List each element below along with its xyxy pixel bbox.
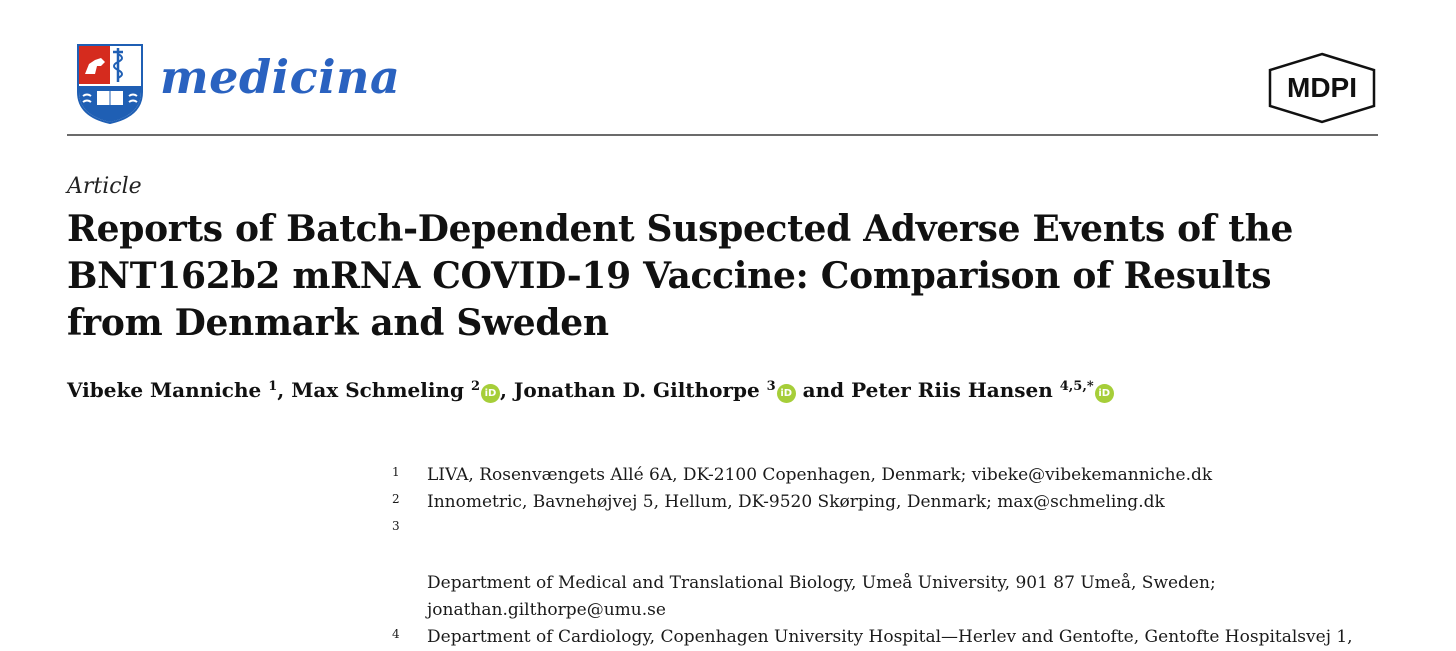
affiliation-text: Department of Medical and Translational Biology, Umeå University, 901 87 Umeå, Sweden; jonathan.gilthorpe@umu.se [427,573,1216,620]
affiliation-list [392,462,1392,651]
author-separator: , [499,378,514,402]
affiliation-text: LIVA, Rosenvængets Allé 6A, DK-2100 Copenhagen, Denmark; vibeke@vibekemanniche.dk [427,465,1213,485]
orcid-icon[interactable]: iD [777,384,796,403]
author-affiliation-mark: 2 [470,379,480,394]
article-title: Reports of Batch-Dependent Suspected Adverse Events of the BNT162b2 mRNA COVID-19 Vaccine: Comparison of Results from Denmark and Sweden [67,208,1294,344]
affiliation-text: Department of Cardiology, Copenhagen University Hospital—Herlev and Gentofte, Gentofte Hospitalsvej 1, [427,627,1353,647]
orcid-icon[interactable]: iD [1095,384,1114,403]
mdpi-logo-text: MDPI [1287,72,1357,103]
affiliation-item [392,489,1392,516]
author-name: Vibeke Manniche [67,378,262,402]
affiliation-item [392,462,1392,489]
author-affiliation-mark: 1 [268,379,278,394]
affiliation-number: 2 [392,492,400,506]
affiliation-item [392,624,1392,651]
journal-shield-logo-icon [77,44,143,124]
orcid-icon[interactable]: iD [481,384,500,403]
author-affiliation-mark: 4,5,* [1059,379,1094,394]
author-name: Jonathan D. Gilthorpe [513,378,760,402]
affiliation-text: Innometric, Bavnehøjvej 5, Hellum, DK-9520 Skørping, Denmark; max@schmeling.dk [427,492,1165,512]
affiliation-number: 3 [392,519,400,533]
mdpi-publisher-logo-icon [1266,52,1378,124]
affiliation-number: 4 [392,627,400,641]
author-affiliation-mark: 3 [766,379,776,394]
author-list [67,378,1114,403]
author-separator: and [795,378,852,402]
affiliation-number: 1 [392,465,400,479]
author-separator: , [277,378,292,402]
affiliation-item [392,516,1392,624]
author-name: Peter Riis Hansen [851,378,1053,402]
author-name: Max Schmeling [291,378,464,402]
header-divider [67,134,1378,136]
article-type-label: Article [67,174,142,199]
journal-name: medicina [160,50,401,104]
journal-header [67,0,1378,136]
